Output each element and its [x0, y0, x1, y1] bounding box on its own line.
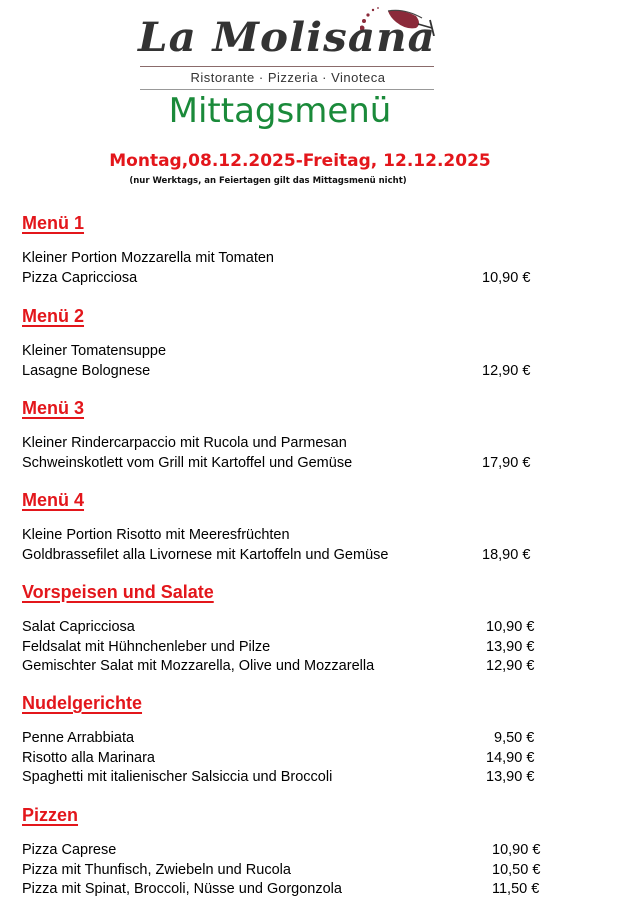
- item-name: Kleiner Tomatensuppe: [22, 343, 167, 359]
- date-range: Montag,08.12.2025-Freitag, 12.12.2025: [109, 151, 491, 171]
- menu-item: [22, 454, 562, 474]
- section-pizzas: [22, 804, 562, 900]
- item-price: 12,90 €: [482, 362, 531, 379]
- section-menu-1: [22, 212, 562, 288]
- item-name: Kleine Portion Risotto mit Meeresfrüchten: [22, 527, 290, 543]
- item-name: Penne Arrabbiata: [22, 730, 135, 746]
- item-name: Feldsalat mit Hühnchenleber und Pilze: [22, 638, 271, 655]
- menu-item: [22, 729, 562, 749]
- restaurant-logo: [138, 6, 438, 86]
- item-name: Kleiner Rindercarpaccio mit Rucola und Parmesan: [22, 435, 347, 451]
- item-price: 11,50 €: [492, 881, 540, 897]
- section-title: Menü 2: [22, 306, 85, 326]
- section-title: Menü 1: [22, 213, 85, 233]
- item-name: Pizza Caprese: [22, 842, 117, 858]
- item-name: Pizza mit Spinat, Broccoli, Nüsse und Gorgonzola: [22, 881, 342, 897]
- menu-item: [22, 269, 562, 289]
- item-price: 14,90 €: [486, 749, 535, 766]
- menu-item: [22, 342, 562, 362]
- logo-subtitle: Ristorante · Pizzeria · Vinoteca: [190, 70, 386, 85]
- section-title: Pizzen: [22, 805, 79, 825]
- menu-item: [22, 638, 562, 658]
- item-price: 10,50 €: [492, 861, 541, 878]
- section-title: Menü 3: [22, 398, 85, 418]
- menu-item: [22, 249, 562, 269]
- section-menu-2: [22, 305, 562, 381]
- section-title: Vorspeisen und Salate: [22, 582, 214, 602]
- item-name: Spaghetti mit italienischer Salsiccia und Broccoli: [22, 769, 333, 785]
- item-name: Risotto alla Marinara: [22, 749, 155, 766]
- item-name: Salat Capricciosa: [22, 619, 135, 635]
- item-name: Lasagne Bolognese: [22, 362, 151, 379]
- page-title: Mittagsmenü: [168, 91, 392, 131]
- item-price: 12,90 €: [486, 658, 535, 674]
- section-starters-salads: [22, 581, 562, 677]
- logo-divider-bottom: [140, 89, 434, 90]
- item-price: 10,90 €: [486, 619, 535, 635]
- section-menu-3: [22, 397, 562, 473]
- menu-item: [22, 362, 562, 382]
- holiday-note: (nur Werktags, an Feiertagen gilt das Mittagsmenü nicht): [129, 176, 407, 186]
- item-name: Kleiner Portion Mozzarella mit Tomaten: [22, 250, 274, 266]
- section-menu-4: [22, 489, 562, 565]
- menu-item: [22, 768, 562, 788]
- item-price: 18,90 €: [482, 546, 531, 563]
- section-title: Menü 4: [22, 490, 85, 510]
- item-name: Pizza mit Thunfisch, Zwiebeln und Rucola: [22, 861, 291, 878]
- item-name: Gemischter Salat mit Mozzarella, Olive und Mozzarella: [22, 658, 375, 674]
- menu-item: [22, 880, 562, 900]
- item-name: Schweinskotlett vom Grill mit Kartoffel und Gemüse: [22, 454, 353, 471]
- section-title: Nudelgerichte: [22, 693, 143, 713]
- menu-item: [22, 618, 562, 638]
- menu-item: [22, 434, 562, 454]
- menu-item: [22, 749, 562, 769]
- item-name: Goldbrassefilet alla Livornese mit Kartoffeln und Gemüse: [22, 546, 389, 563]
- logo-name: La Molisana: [138, 14, 436, 61]
- logo-divider-top: [140, 66, 434, 67]
- menu-item: [22, 546, 562, 566]
- item-price: 13,90 €: [486, 638, 535, 655]
- menu-item: [22, 861, 562, 881]
- section-pasta: [22, 692, 562, 788]
- menu-item: [22, 841, 562, 861]
- item-price: 13,90 €: [486, 769, 535, 785]
- item-price: 9,50 €: [494, 730, 535, 746]
- item-name: Pizza Capricciosa: [22, 269, 138, 286]
- item-price: 10,90 €: [482, 269, 531, 286]
- item-price: 17,90 €: [482, 454, 531, 471]
- item-price: 10,90 €: [492, 842, 541, 858]
- menu-item: [22, 526, 562, 546]
- menu-item: [22, 657, 562, 677]
